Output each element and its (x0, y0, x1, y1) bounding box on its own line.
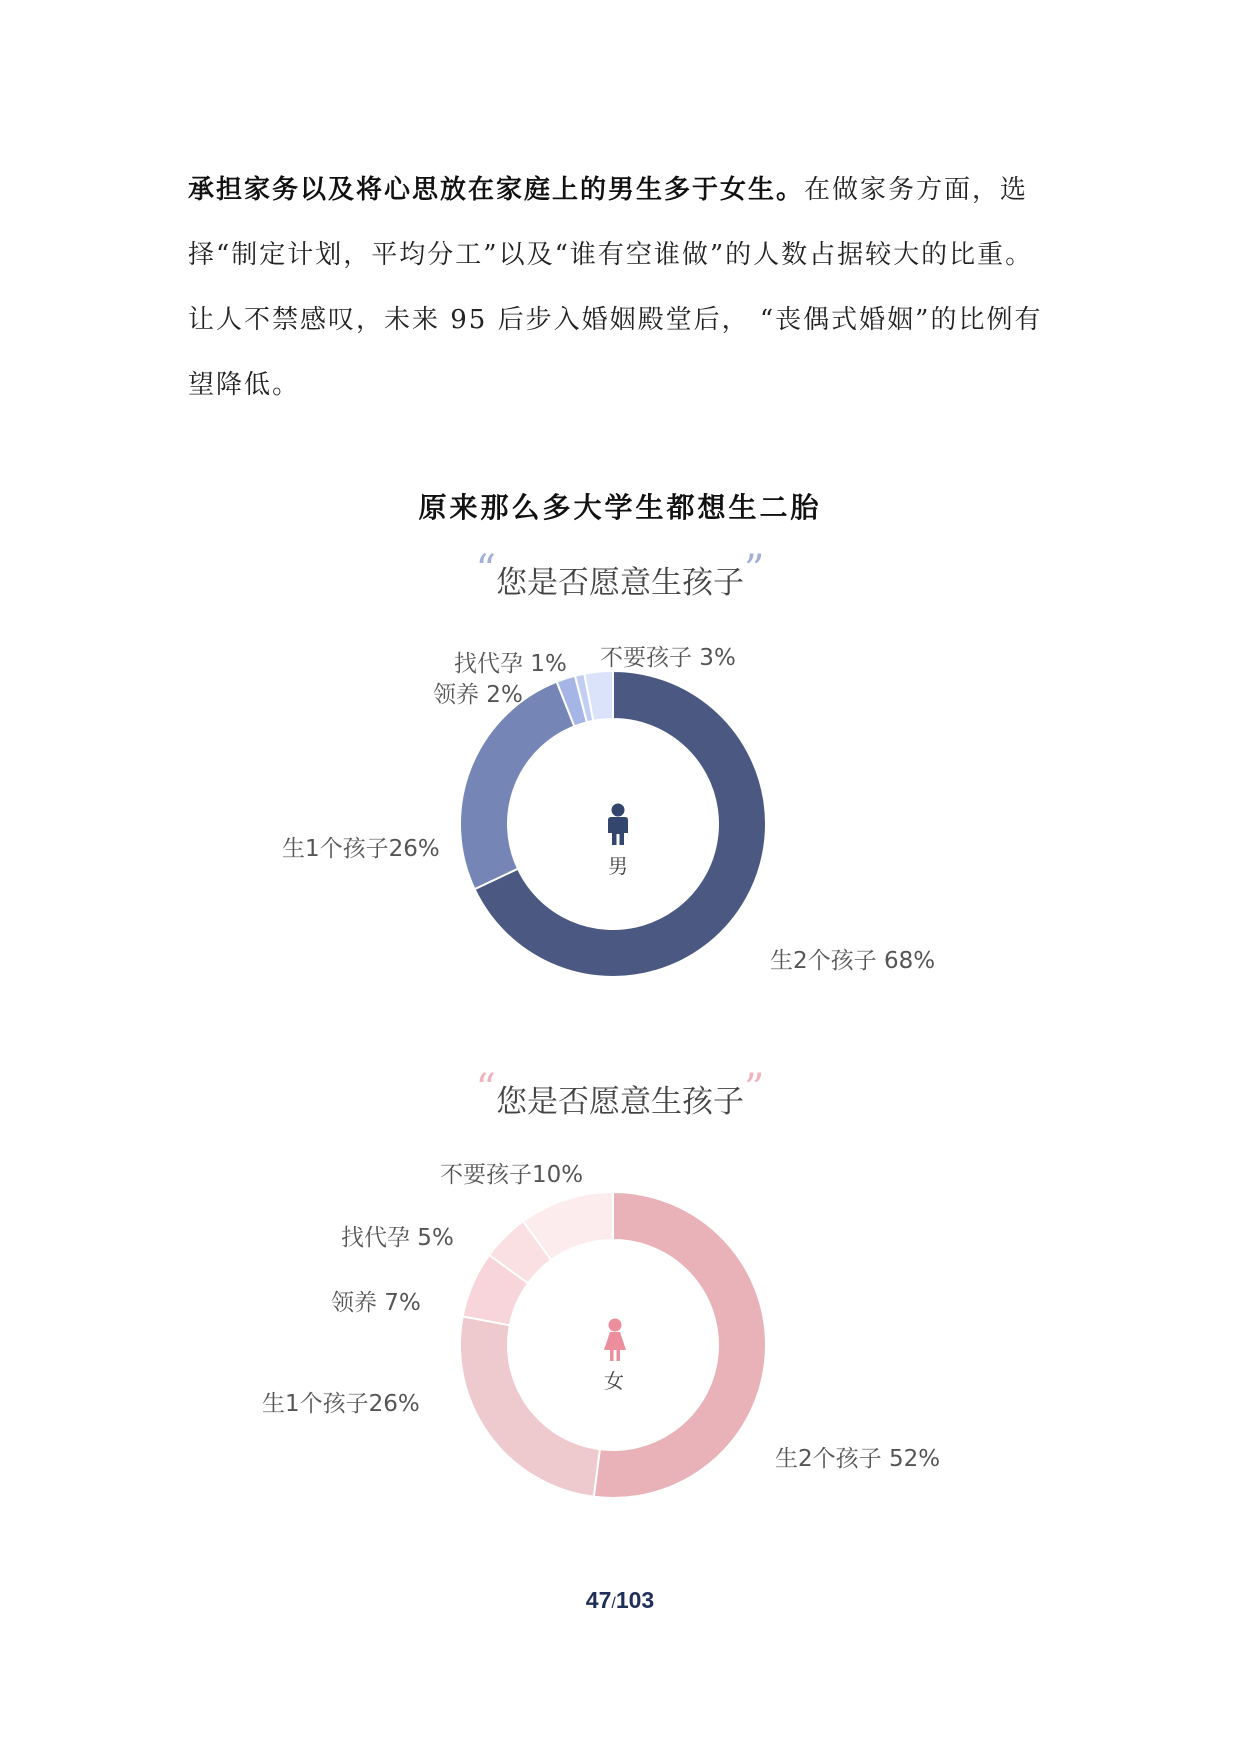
close-quote-mark: ” (744, 547, 765, 593)
female-slice-label-4: 不要孩子10% (440, 1162, 584, 1188)
female-slice-label-3: 找代孕 5% (341, 1225, 454, 1251)
female-slice-label-1: 生1个孩子26% (262, 1391, 420, 1417)
open-quote-mark: “ (475, 1066, 496, 1112)
page-number (0, 1587, 1240, 1614)
page-number-total: 103 (615, 1587, 655, 1613)
female-slice-1 (460, 1316, 600, 1496)
female-figure-icon (601, 1318, 629, 1362)
female-chart-question: 您是否愿意生孩子 (496, 1084, 744, 1120)
paragraph-normal-text: 在做家务方面，选择“制定计划，平均分工”以及“谁有空谁做”的人数占据较大的比重。让人不禁感叹，未来 95 后步入婚姻殿堂后， “丧偶式婚姻”的比例有望降低。 (188, 175, 1043, 400)
male-slice-label-1: 生1个孩子26% (282, 836, 440, 862)
male-slice-label-4: 不要孩子 3% (600, 645, 736, 671)
male-center-label: 男 (608, 854, 628, 878)
female-slice-label-2: 领养 7% (331, 1290, 421, 1316)
close-quote-mark: ” (744, 1066, 765, 1112)
male-slice-label-2: 领养 2% (433, 682, 523, 708)
male-slice-label-0: 生2个孩子 68% (770, 948, 936, 974)
male-slice-label-3: 找代孕 1% (454, 651, 567, 677)
male-chart-question: 您是否愿意生孩子 (496, 565, 744, 601)
page-number-separator: / (611, 1595, 616, 1612)
page-number-current: 47 (585, 1587, 612, 1613)
paragraph-bold-text: 承担家务以及将心思放在家庭上的男生多于女生。 (188, 175, 805, 205)
open-quote-mark: “ (475, 547, 496, 593)
female-slice-label-0: 生2个孩子 52% (775, 1446, 941, 1472)
section-title: 原来那么多大学生都想生二胎 (418, 491, 822, 524)
female-center-label: 女 (604, 1369, 624, 1393)
